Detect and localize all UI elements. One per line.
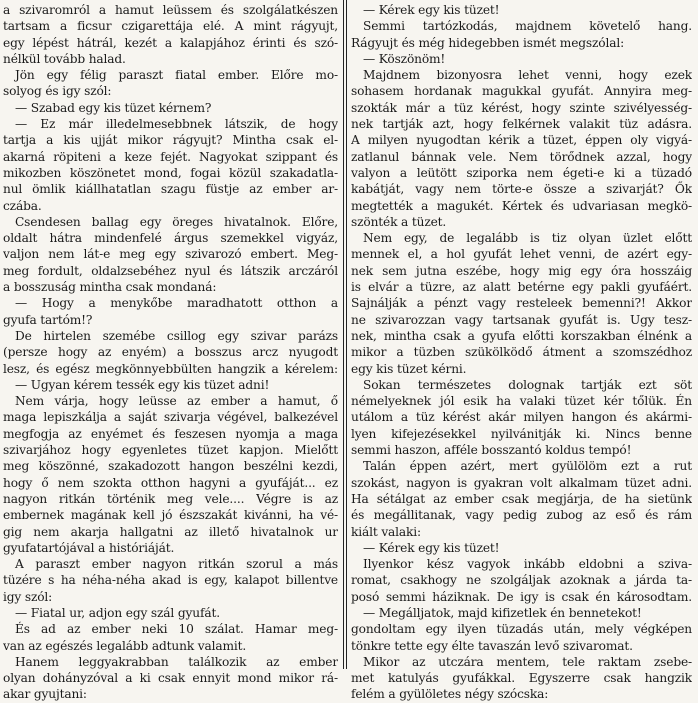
text-line: tüzére s ha néha-néha akad is egy, kalapot billentve [3,573,338,588]
text-line: Csendesen ballag egy öreges hivatalnok. Előre, [15,214,338,229]
text-line: tartja a kis ujját mikor rágyujt? Mintha csak el- [3,133,338,148]
text-line: A paraszt ember nagyon ritkán szorul a más [15,557,338,572]
column-divider [343,0,344,669]
text-line: szönték a tüzet. [351,214,447,229]
text-line: kiált valaki: [351,524,421,539]
text-line: posó semmi háziknak. De igy is csak én károsodtam. [351,589,692,604]
text-line: gig nem akarja hallgatni az illető hivatalnok ur [3,524,338,539]
text-line: maga lepiszkálja a saját szivarja végével, balkezével [3,410,338,425]
text-line: czába. [3,198,42,213]
text-line: Ha sétálgat az ember csak megjárja, de ha sietünk [351,491,692,506]
text-line: lesz, és egész megkönnyebbülten hangzik a kérelem: [3,361,338,376]
text-line: ne szivarozzan vagy tartsanak gyufát is. Ugy tesz- [351,312,692,327]
text-line: Ilyenkor kész vagyok inkább eldobni a sziva- [363,557,692,572]
text-line: meg köszönné, szakadozott hangon beszélni kezdi, [3,459,338,474]
text-line: Rágyujt és még hidegebben ismét megszólal: [351,35,625,50]
text-line: (persze hogy az enyém) a bosszus arcz nyugodt [3,345,338,360]
text-line: — Köszönöm! [363,51,446,66]
text-line: — Fiatal ur, adjon egy szál gyufát. [15,605,220,620]
text-line: akarná röpiteni a keze fejét. Nagyokat szippant és [3,149,338,164]
text-line: akar gyujtani: [3,687,87,702]
text-line: gyufatartójával a históriáját. [3,540,175,555]
column-divider [346,0,347,669]
text-line: Talán éppen azért, mert gyülölöm ezt a rut [363,459,692,474]
text-line: megtették a magukét. Kértek és udvariasan megkö- [351,198,692,213]
text-line: De hirtelen szemébe csillog egy szivar parázs [15,328,338,343]
text-line: némelyeknek jól esik ha valaki tüzet kér tőlük. Én [351,394,692,409]
text-line: semmi haszon, afféle bosszantó koldus tempó! [351,443,632,458]
text-line: zatlanul bánnak vele. Nem törődnek azzal, hogy [351,149,692,164]
text-line: embernek magának kell jó észszakát kivánni, ha vé- [3,508,338,523]
text-line: — Ugyan kérem tessék egy kis tüzet adni! [15,377,270,392]
text-line: valyon a leütött sziporka nem égeti-e ki a tüzadó [351,165,692,180]
text-line: Majdnem bizonyosra lehet venni, hogy ezek [363,68,692,83]
text-line: utálom a tüz kérést akár milyen hangon és akármi- [351,410,692,425]
text-line: kabátját, vagy nem törte-e össze a szivarját? Ők [351,182,692,197]
text-line: — Kérek egy kis tüzet! [363,540,500,555]
text-line: Nem egy, de legalább is tiz olyan üzlet előtt [363,231,692,246]
text-line: Hanem leggyakrabban találkozik az ember [15,654,338,669]
text-line: hogy ő nem szokta otthon hagyni a gyufáját... ez [3,475,338,490]
text-line: — Ez már illedelmesebbnek látszik, de hogy [15,117,338,132]
text-line: és megállitanak, vagy pedig zubog az eső és rám [351,508,692,523]
text-line: valjon nem lát-e meg egy szivarozó embert. Meg- [3,247,338,262]
text-line: A milyen nyugodtan kérik a tüzet, éppen oly vigyá- [351,133,692,148]
text-line: nek, mintha csak a gyufa előtti korszakban élnénk a [351,328,692,343]
text-line: nélkül tovább halad. [3,51,126,66]
text-line: felém a gyülöletes négy szócska: [351,687,549,702]
text-line: egy lépést hátrál, kezét a kalapjához érinti és szó- [3,35,338,50]
text-line: a szivaromról a hamut leüssem és szolgálatkészen [3,3,338,17]
text-line: megfogja az enyémet és feszesen nyomja a maga [3,426,338,441]
text-line: is elvár a tüzre, az alatt betérne egy pakli gyufáért. [351,280,692,295]
text-line: szokást, nagyon is gyakran volt alkalmam tüzet adni. [351,475,692,490]
text-line: gondoltam egy ilyen tüzadás után, mely végképen [351,622,692,637]
text-line: mennek el, a hol gyufát lehet venni, de azért egy- [351,247,692,262]
text-line: Mikor az utczára mentem, tele raktam zsebe- [363,654,692,669]
text-line: mikozben köszönetet mond, fogai közül szakadatla- [3,165,338,180]
text-line: nul ömlik kiállhatatlan szagu füstje az ember ar- [3,182,338,197]
text-line: tönkre tette egy élte tavaszán levő szivaromat. [351,638,633,653]
text-line: tartsam a ficsur czigarettája elé. A mint rágyujt, [3,19,338,34]
text-line: sohasem hordanak magukkal gyufát. Annyira meg- [351,84,692,99]
text-line: — Hogy a menykőbe maradhatott otthon a [15,296,338,311]
text-line: igy szól: [3,589,53,604]
left-text-column [3,2,338,703]
text-line: Jön egy félig paraszt fiatal ember. Előre mo- [15,68,338,83]
text-line: egy kis tüzet kérni. [351,361,467,376]
text-line: szivarjához hogy egyenletes tüzet kapjon. Mielőtt [3,443,338,458]
text-line: a bosszuság mintha csak mondaná: [3,280,217,295]
text-line: lyen kifejezésekkel nyilvánitják ki. Nincs benne [351,426,692,441]
text-line: van az egészés legalább adtunk valamit. [3,638,247,653]
text-line: — Kérek egy kis tüzet! [363,3,500,17]
text-line: nagyon ritkán történik meg vele.... Végre is az [3,491,338,506]
text-line: szokták már a tüz kérést, hogy szinte szivélyesség- [351,100,692,115]
text-line: oldalt hátra mindenfelé árgus szemekkel vigyáz, [3,231,338,246]
text-line: Semmi tartózkodás, majdnem követelő hang. [363,19,692,34]
text-line: solyog és igy szól: [3,84,112,99]
text-line: gyufa tartóm!? [3,312,93,327]
text-line: Sokan természetes dolognak tartják ezt söt [363,377,692,392]
text-line: meg fordult, oldalzsebéhez nyul és látszik arczáról [3,263,338,278]
text-line: met katulyás gyufákkal. Egyszerre csak hangzik [351,671,692,686]
right-text-column [351,2,692,703]
text-line: És ad az ember neki 10 szálat. Hamar meg- [15,622,338,637]
text-line: — Szabad egy kis tüzet kérnem? [15,100,212,115]
text-line: nek tartják azt, hogy felkérnek valakit tüz adásra. [351,117,692,132]
text-line: Nem várja, hogy leüsse az ember a hamut, ő [15,394,338,409]
text-line: Sajnálják a pénzt vagy resteleek bemenni?! Akkor [351,296,692,311]
text-line: olyan dohányzóval a ki csak ennyit mond mikor rá- [3,671,338,686]
text-line: mikor a tüzben szükölködő átment a szomszédhoz [351,345,692,360]
text-line: — Megálljatok, majd kifizetlek én bennetekot! [363,605,642,620]
text-line: romat, csakhogy ne szolgáljak azoknak a járda ta- [351,573,692,588]
text-line: nek sem jutna eszébe, hogy mig egy óra hosszáig [351,263,692,278]
